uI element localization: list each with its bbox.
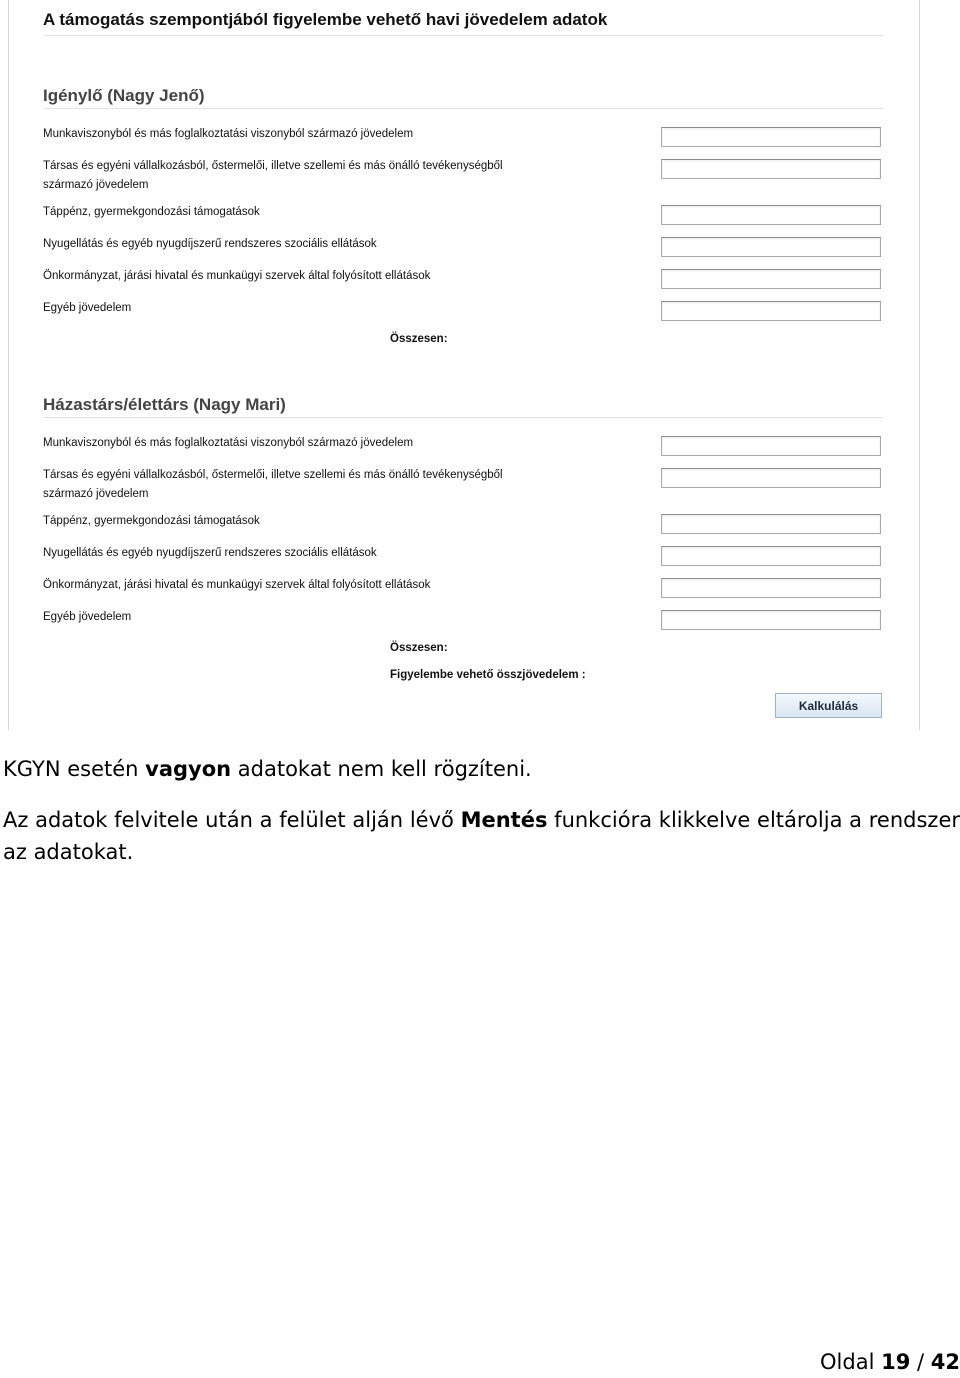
page-number: 19 (881, 1350, 911, 1374)
kgyn-note-text-a: KGYN esetén (3, 757, 146, 781)
kgyn-note (3, 753, 960, 785)
section-title-applicant: Igénylő (Nagy Jenő) (43, 86, 205, 105)
row-label-employment: Munkaviszonyból és más foglalkoztatási viszonyból származó jövedelem (43, 437, 414, 449)
page-footer (820, 1346, 960, 1378)
row-label-other: Egyéb jövedelem (43, 302, 132, 314)
spouse-pension-input[interactable] (661, 546, 881, 566)
applicant-employment-input[interactable] (661, 127, 881, 147)
page-total: 42 (930, 1350, 960, 1374)
row-label-sick-pay: Táppénz, gyermekgondozási támogatások (43, 515, 260, 527)
kgyn-note-text-c: adatokat nem kell rögzíteni. (231, 757, 532, 781)
page-separator: / (910, 1350, 931, 1374)
spouse-total-label: Összesen: (390, 642, 448, 654)
section-divider (43, 417, 883, 418)
row-label-municipal: Önkormányzat, járási hivatal és munkaügyi szervek által folyósított ellátások (43, 270, 431, 282)
row-label-enterprise: Társas és egyéni vállalkozásból, őstermelői, illetve szellemi és más önálló tevékenységből származó jövedelem (43, 160, 503, 191)
row-label-pension: Nyugellátás és egyéb nyugdíjszerű rendszeres szociális ellátások (43, 547, 377, 559)
row-label-pension: Nyugellátás és egyéb nyugdíjszerű rendszeres szociális ellátások (43, 238, 377, 250)
applicant-other-input[interactable] (661, 301, 881, 321)
save-instructions-emphasis: Mentés (460, 808, 548, 832)
row-label-municipal: Önkormányzat, járási hivatal és munkaügyi szervek által folyósított ellátások (43, 579, 431, 591)
applicant-pension-input[interactable] (661, 237, 881, 257)
applicant-total-label: Összesen: (390, 333, 448, 345)
spouse-employment-input[interactable] (661, 436, 881, 456)
applicant-enterprise-input[interactable] (661, 159, 881, 179)
applicant-sick-pay-input[interactable] (661, 205, 881, 225)
save-instructions-text-a: Az adatok felvitele után a felület alján lévő (3, 808, 461, 832)
spouse-enterprise-input[interactable] (661, 468, 881, 488)
row-label-employment: Munkaviszonyból és más foglalkoztatási viszonyból származó jövedelem (43, 128, 414, 140)
section-title-spouse: Házastárs/élettárs (Nagy Mari) (43, 395, 286, 414)
applicant-municipal-input[interactable] (661, 269, 881, 289)
spouse-sick-pay-input[interactable] (661, 514, 881, 534)
row-label-sick-pay: Táppénz, gyermekgondozási támogatások (43, 206, 260, 218)
page-label: Oldal (820, 1350, 882, 1374)
calculate-button[interactable]: Kalkulálás (775, 693, 882, 718)
spouse-other-input[interactable] (661, 610, 881, 630)
spouse-municipal-input[interactable] (661, 578, 881, 598)
form-title: A támogatás szempontjából figyelembe vehető havi jövedelem adatok (43, 10, 608, 29)
form-screenshot (8, 0, 920, 730)
row-label-enterprise: Társas és egyéni vállalkozásból, őstermelői, illetve szellemi és más önálló tevékenységből származó jövedelem (43, 469, 503, 500)
save-instructions-text-c: funkcióra klikkelve eltárolja a rendszer az adatokat. (3, 808, 960, 864)
grand-total-label: Figyelembe vehető összjövedelem : (390, 669, 586, 681)
save-instructions (3, 804, 960, 868)
title-divider (43, 35, 883, 36)
row-label-other: Egyéb jövedelem (43, 611, 132, 623)
section-divider (43, 108, 883, 109)
kgyn-note-emphasis: vagyon (145, 757, 232, 781)
